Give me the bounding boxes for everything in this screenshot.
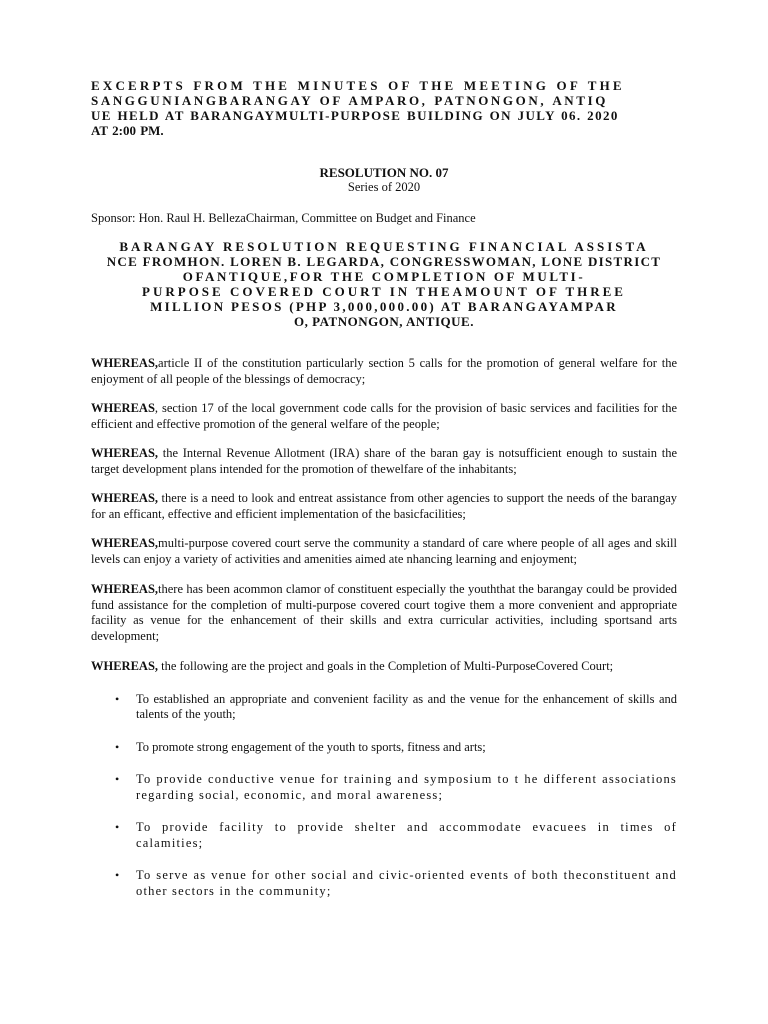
bullet-icon: •: [115, 868, 120, 882]
bullet-icon: •: [115, 820, 120, 834]
document-page: [91, 78, 677, 916]
title-line-5: MILLION PESOS (PHP 3,000,000.00) AT BARANGAYAMPAR: [150, 299, 618, 314]
whereas-text: , section 17 of the local government code calls for the provision of basic services and facilities for the efficient and effective promotion of the general welfare of the people;: [91, 401, 677, 431]
whereas-text: there is a need to look and entreat assistance from other agencies to support the needs of the barangay for an efficant, effective and efficient implementation of the basicfacilities;: [91, 491, 677, 521]
whereas-clause: [91, 401, 677, 432]
whereas-clause: [91, 536, 677, 567]
goal-text: To provide facility to provide shelter and accommodate evacuees in times of calamities;: [136, 820, 677, 850]
list-item: [91, 772, 677, 803]
title-line-4: PURPOSE COVERED COURT IN THEAMOUNT OF THREE: [142, 284, 626, 299]
whereas-text: there has been acommon clamor of constituent especially the youththat the barangay could be provided fund assistance for the completion of multi-purpose covered court togive them a more convenient and appropriate facility as venue for the enhancement of their skills and extra curricular activities, including sportsand arts development;: [91, 582, 677, 643]
goal-text: To promote strong engagement of the youth to sports, fitness and arts;: [136, 739, 486, 754]
title-line-2: NCE FROMHON. LOREN B. LEGARDA, CONGRESSWOMAN, LONE DISTRICT: [106, 254, 662, 269]
header-line-1: EXCERPTS FROM THE MINUTES OF THE MEETING OF THE: [91, 78, 625, 93]
whereas-label: WHEREAS,: [91, 536, 159, 550]
header-line-3: UE HELD AT BARANGAYMULTI-PURPOSE BUILDING ON JULY 06. 2020: [91, 108, 619, 123]
whereas-clause: [91, 446, 677, 477]
whereas-clause: [91, 491, 677, 522]
title-line-3: OFANTIQUE,FOR THE COMPLETION OF MULTI-: [182, 269, 586, 284]
whereas-text: the following are the project and goals in the Completion of Multi-PurposeCovered Court;: [158, 659, 614, 673]
whereas-label: WHEREAS: [91, 401, 155, 415]
header-line-4: AT 2:00 PM.: [91, 123, 164, 138]
sponsor-line: Sponsor: Hon. Raul H. BellezaChairman, Committee on Budget and Finance: [91, 211, 476, 225]
whereas-clause: [91, 356, 677, 387]
goal-text: To provide conductive venue for training and symposium to t he different associations regarding social, economic, and moral awareness;: [136, 772, 677, 802]
resolution-series: Series of 2020: [347, 180, 421, 194]
whereas-label: WHEREAS,: [91, 491, 159, 505]
whereas-label: WHEREAS,: [91, 356, 159, 370]
list-item: [91, 868, 677, 899]
bullet-icon: •: [115, 739, 120, 754]
bullet-icon: •: [115, 772, 120, 786]
list-item: [91, 740, 677, 756]
goals-list: [91, 692, 677, 900]
whereas-clause: [91, 659, 677, 675]
goal-text: To serve as venue for other social and civic-oriented events of both theconstituent and other sectors in the community;: [136, 868, 677, 898]
title-line-1: BARANGAY RESOLUTION REQUESTING FINANCIAL ASSISTA: [119, 239, 649, 254]
whereas-label: WHEREAS,: [91, 446, 159, 460]
list-item: [91, 820, 677, 851]
whereas-label: WHEREAS,: [91, 582, 159, 596]
whereas-text: multi-purpose covered court serve the community a standard of care where people of all ages and skill levels can enjoy a variety of activities and amenities aimed ate nhancing learning and enjoyment;: [91, 536, 677, 566]
resolution-title: [91, 239, 677, 329]
header-line-2: SANGGUNIANGBARANGAY OF AMPARO, PATNONGON, ANTIQ: [91, 93, 608, 108]
whereas-text: the Internal Revenue Allotment (IRA) share of the baran gay is notsufficient enough to sustain the target development plans intended for the promotion of thewelfare of the inhabitants;: [91, 446, 677, 476]
whereas-text: article II of the constitution particularly section 5 calls for the promotion of general welfare for the enjoyment of all people of the blessings of democracy;: [91, 356, 677, 386]
bullet-icon: •: [115, 691, 120, 706]
title-line-6: O, PATNONGON, ANTIQUE.: [294, 314, 474, 329]
goal-text: To established an appropriate and convenient facility as and the venue for the enhancement of skills and talents of the youth;: [136, 691, 677, 721]
list-item: [91, 692, 677, 723]
whereas-label: WHEREAS,: [91, 659, 159, 673]
resolution-number: RESOLUTION NO. 07: [319, 165, 449, 180]
meeting-excerpt-header: [91, 78, 677, 138]
whereas-clause: [91, 582, 677, 644]
